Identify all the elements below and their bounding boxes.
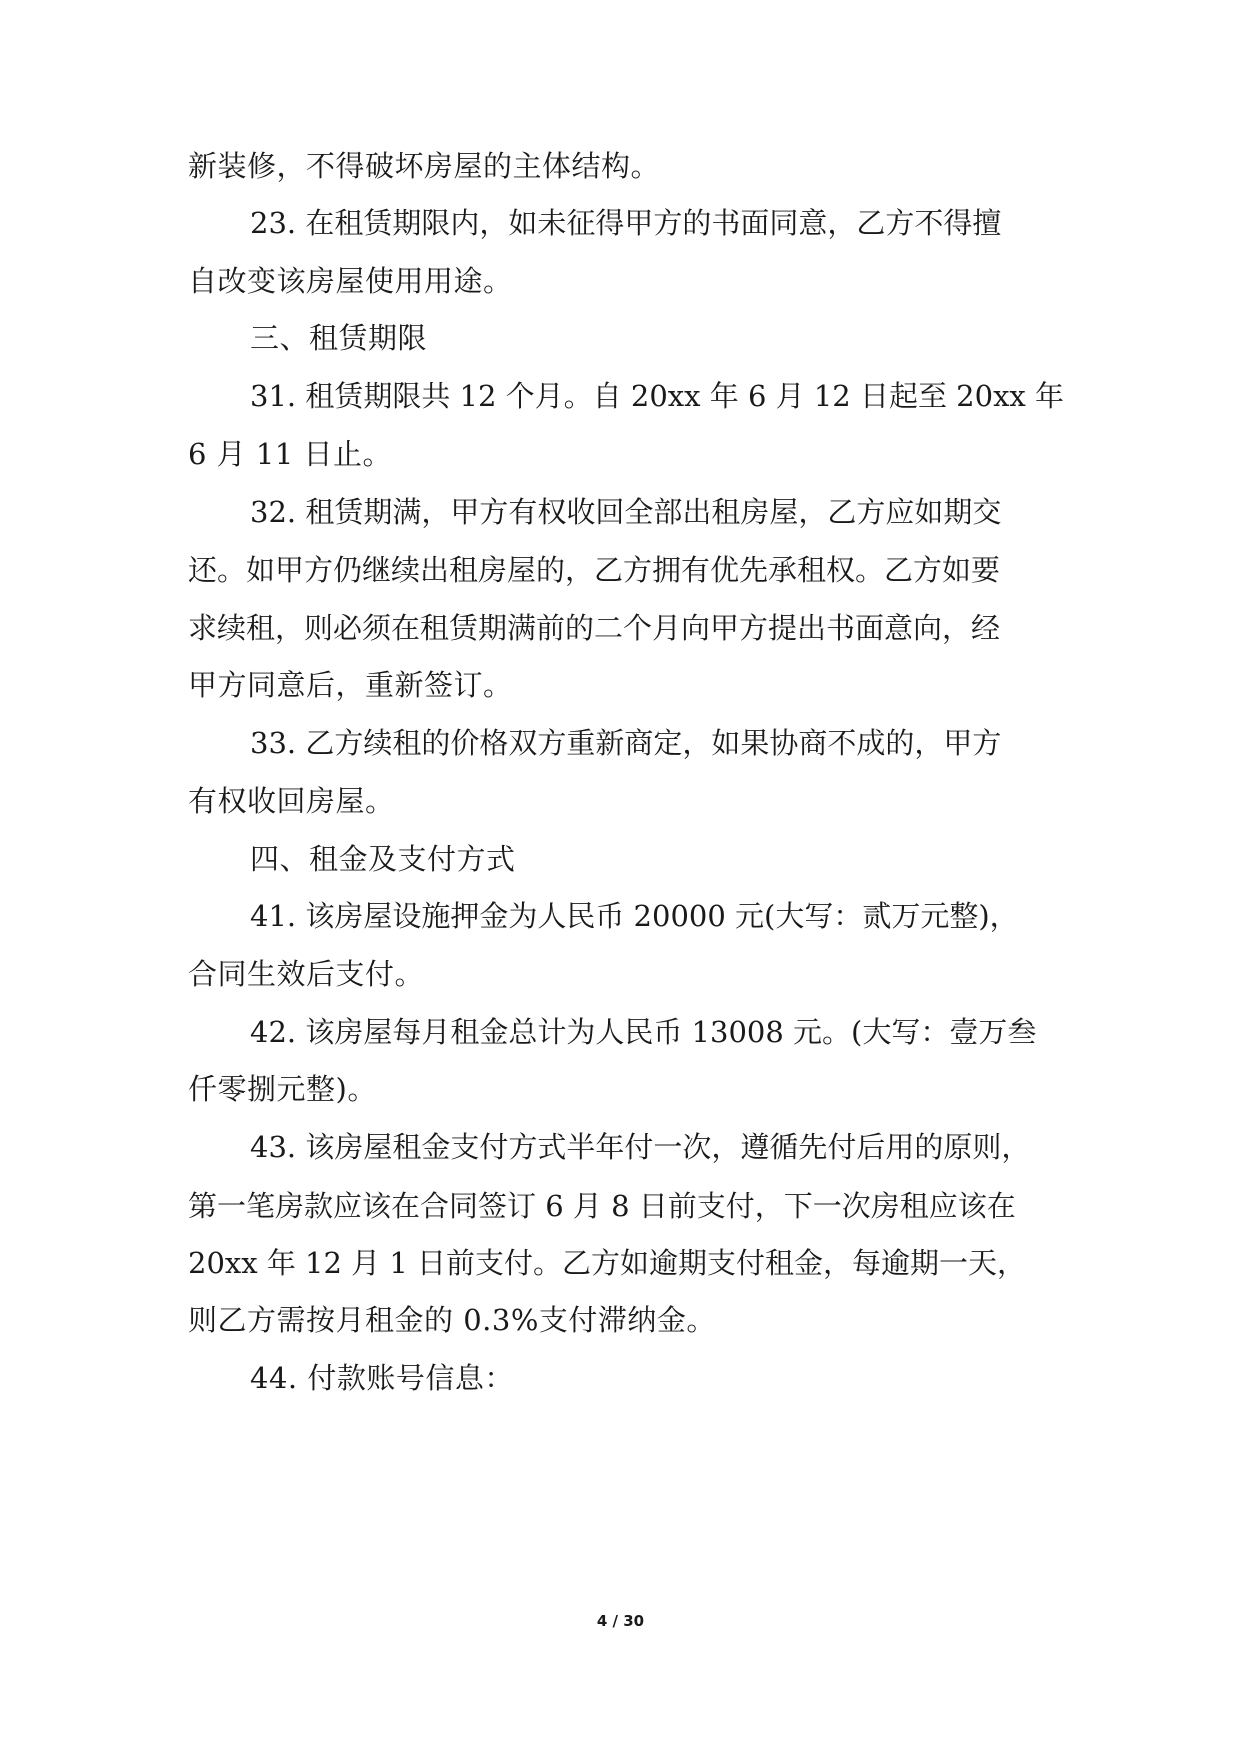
page-number: 4 / 30 bbox=[596, 1612, 645, 1630]
section-heading: 三、租赁期限 bbox=[250, 321, 428, 355]
text-line: 20xx 年 12 月 1 日前支付。乙方如逾期支付租金，每逾期一天， bbox=[188, 1246, 1027, 1280]
text-line: 42. 该房屋每月租金总计为人民币 13008 元。(大写：壹万叁 bbox=[250, 1015, 1037, 1049]
text-line: 合同生效后支付。 bbox=[188, 957, 425, 991]
text-line: 33. 乙方续租的价格双方重新商定，如果协商不成的，甲方 bbox=[250, 726, 1002, 760]
text-line: 43. 该房屋租金支付方式半年付一次，遵循先付后用的原则， bbox=[250, 1130, 1031, 1164]
text-line: 自改变该房屋使用用途。 bbox=[188, 264, 513, 298]
text-line: 新装修，不得破坏房屋的主体结构。 bbox=[188, 149, 661, 183]
text-line: 41. 该房屋设施押金为人民币 20000 元(大写：贰万元整)， bbox=[250, 899, 1019, 933]
text-line: 则乙方需按月租金的 0.3%支付滞纳金。 bbox=[188, 1303, 716, 1337]
section-heading: 四、租金及支付方式 bbox=[250, 842, 516, 876]
text-line: 第一笔房款应该在合同签订 6 月 8 日前支付，下一次房租应该在 bbox=[188, 1189, 1016, 1223]
text-line: 甲方同意后，重新签订。 bbox=[188, 668, 513, 702]
text-line: 44. 付款账号信息： bbox=[250, 1361, 514, 1395]
text-line: 有权收回房屋。 bbox=[188, 784, 395, 818]
text-line: 31. 租赁期限共 12 个月。自 20xx 年 6 月 12 日起至 20xx 年 bbox=[250, 379, 1064, 413]
text-line: 6 月 11 日止。 bbox=[188, 437, 393, 471]
text-line: 仟零捌元整)。 bbox=[188, 1072, 377, 1106]
text-line: 23. 在租赁期限内，如未征得甲方的书面同意，乙方不得擅 bbox=[250, 206, 1002, 240]
text-line: 还。如甲方仍继续出租房屋的，乙方拥有优先承租权。乙方如要 bbox=[188, 553, 1001, 587]
text-line: 求续租，则必须在租赁期满前的二个月向甲方提出书面意向，经 bbox=[188, 611, 1001, 645]
text-line: 32. 租赁期满，甲方有权收回全部出租房屋，乙方应如期交 bbox=[250, 495, 1002, 529]
